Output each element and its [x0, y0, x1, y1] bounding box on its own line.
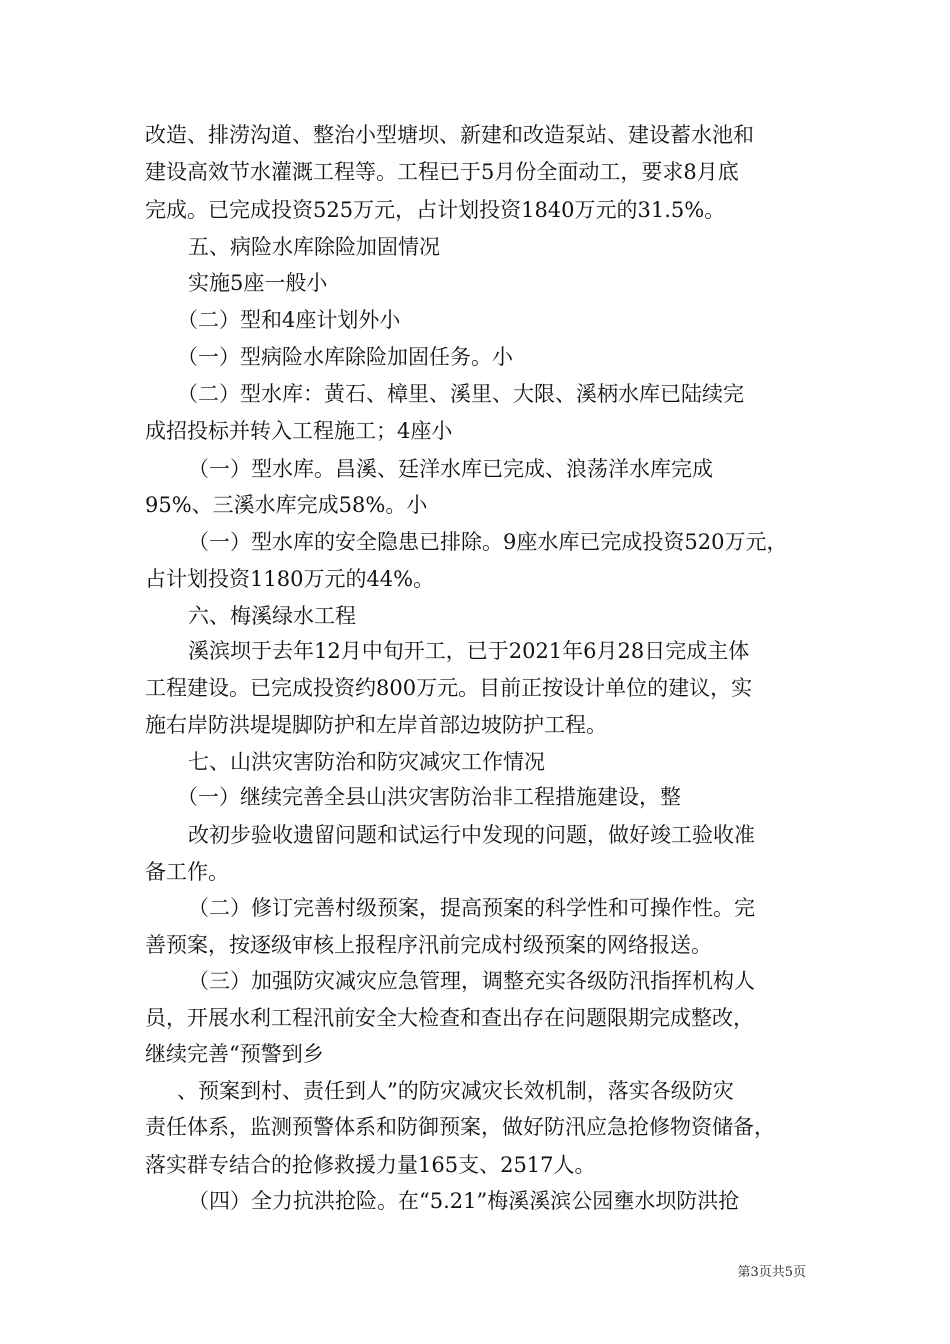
text-line-29: 落实群专结合的抢修救援力量165支、2517人。: [145, 1153, 596, 1177]
section-heading-5: 五、病险水库除险加固情况: [188, 235, 440, 259]
text-line-10: （一）型水库。昌溪、廷洋水库已完成、浪荡洋水库完成: [188, 457, 713, 481]
text-line-19: （一）继续完善全县山洪灾害防治非工程措施建设，整: [177, 785, 681, 809]
text-line-26: 继续完善“预警到乡: [145, 1042, 324, 1066]
text-line-8: （二）型水库：黄石、樟里、溪里、大限、溪柄水库已陆续完: [177, 382, 744, 406]
text-line-23: 善预案，按逐级审核上报程序汛前完成村级预案的网络报送。: [145, 933, 712, 957]
text-line-15: 溪滨坝于去年12月中旬开工，已于2021年6月28日完成主体: [188, 639, 750, 663]
text-line-2: 建设高效节水灌溉工程等。工程已于5月份全面动工，要求8月底: [145, 160, 739, 184]
text-line-12: （一）型水库的安全隐患已排除。9座水库已完成投资520万元，: [188, 530, 788, 554]
text-line-1: 改造、排涝沟道、整治小型塘坝、新建和改造泵站、建设蓄水池和: [145, 123, 754, 147]
text-line-7: （一）型病险水库除险加固任务。小: [177, 345, 513, 369]
text-line-25: 员，开展水利工程汛前安全大检查和查出存在问题限期完成整改，: [145, 1006, 754, 1030]
text-line-24: （三）加强防灾减灾应急管理，调整充实各级防汛指挥机构人: [188, 969, 755, 993]
text-line-28: 责任体系，监测预警体系和防御预案，做好防汛应急抢修物资储备，: [145, 1115, 775, 1139]
text-line-16: 工程建设。已完成投资约800万元。目前正按设计单位的建议，实: [145, 676, 753, 700]
text-line-17: 施右岸防洪堤堤脚防护和左岸首部边坡防护工程。: [145, 713, 607, 737]
page-number-footer: 第3页共5页: [737, 1265, 806, 1280]
text-line-3: 完成。已完成投资525万元，占计划投资1840万元的31.5%。: [145, 198, 726, 222]
text-line-22: （二）修订完善村级预案，提高预案的科学性和可操作性。完: [188, 896, 755, 920]
text-line-13: 占计划投资1180万元的44%。: [145, 567, 435, 591]
text-line-20: 改初步验收遗留问题和试运行中发现的问题，做好竣工验收准: [188, 823, 755, 847]
section-heading-7: 七、山洪灾害防治和防灾减灾工作情况: [188, 750, 545, 774]
section-heading-6: 六、梅溪绿水工程: [188, 604, 356, 628]
text-line-9: 成招投标并转入工程施工；4座小: [145, 419, 453, 443]
text-line-5: 实施5座一般小: [188, 271, 328, 295]
text-line-11: 95%、三溪水库完成58%。小: [145, 493, 428, 517]
text-line-30: （四）全力抗洪抢险。在“5.21”梅溪溪滨公园壅水坝防洪抢: [188, 1189, 740, 1213]
text-line-6: （二）型和4座计划外小: [177, 308, 401, 332]
text-line-21: 备工作。: [145, 860, 229, 884]
text-line-27: 、预案到村、责任到人”的防灾减灾长效机制，落实各级防灾: [177, 1079, 734, 1103]
